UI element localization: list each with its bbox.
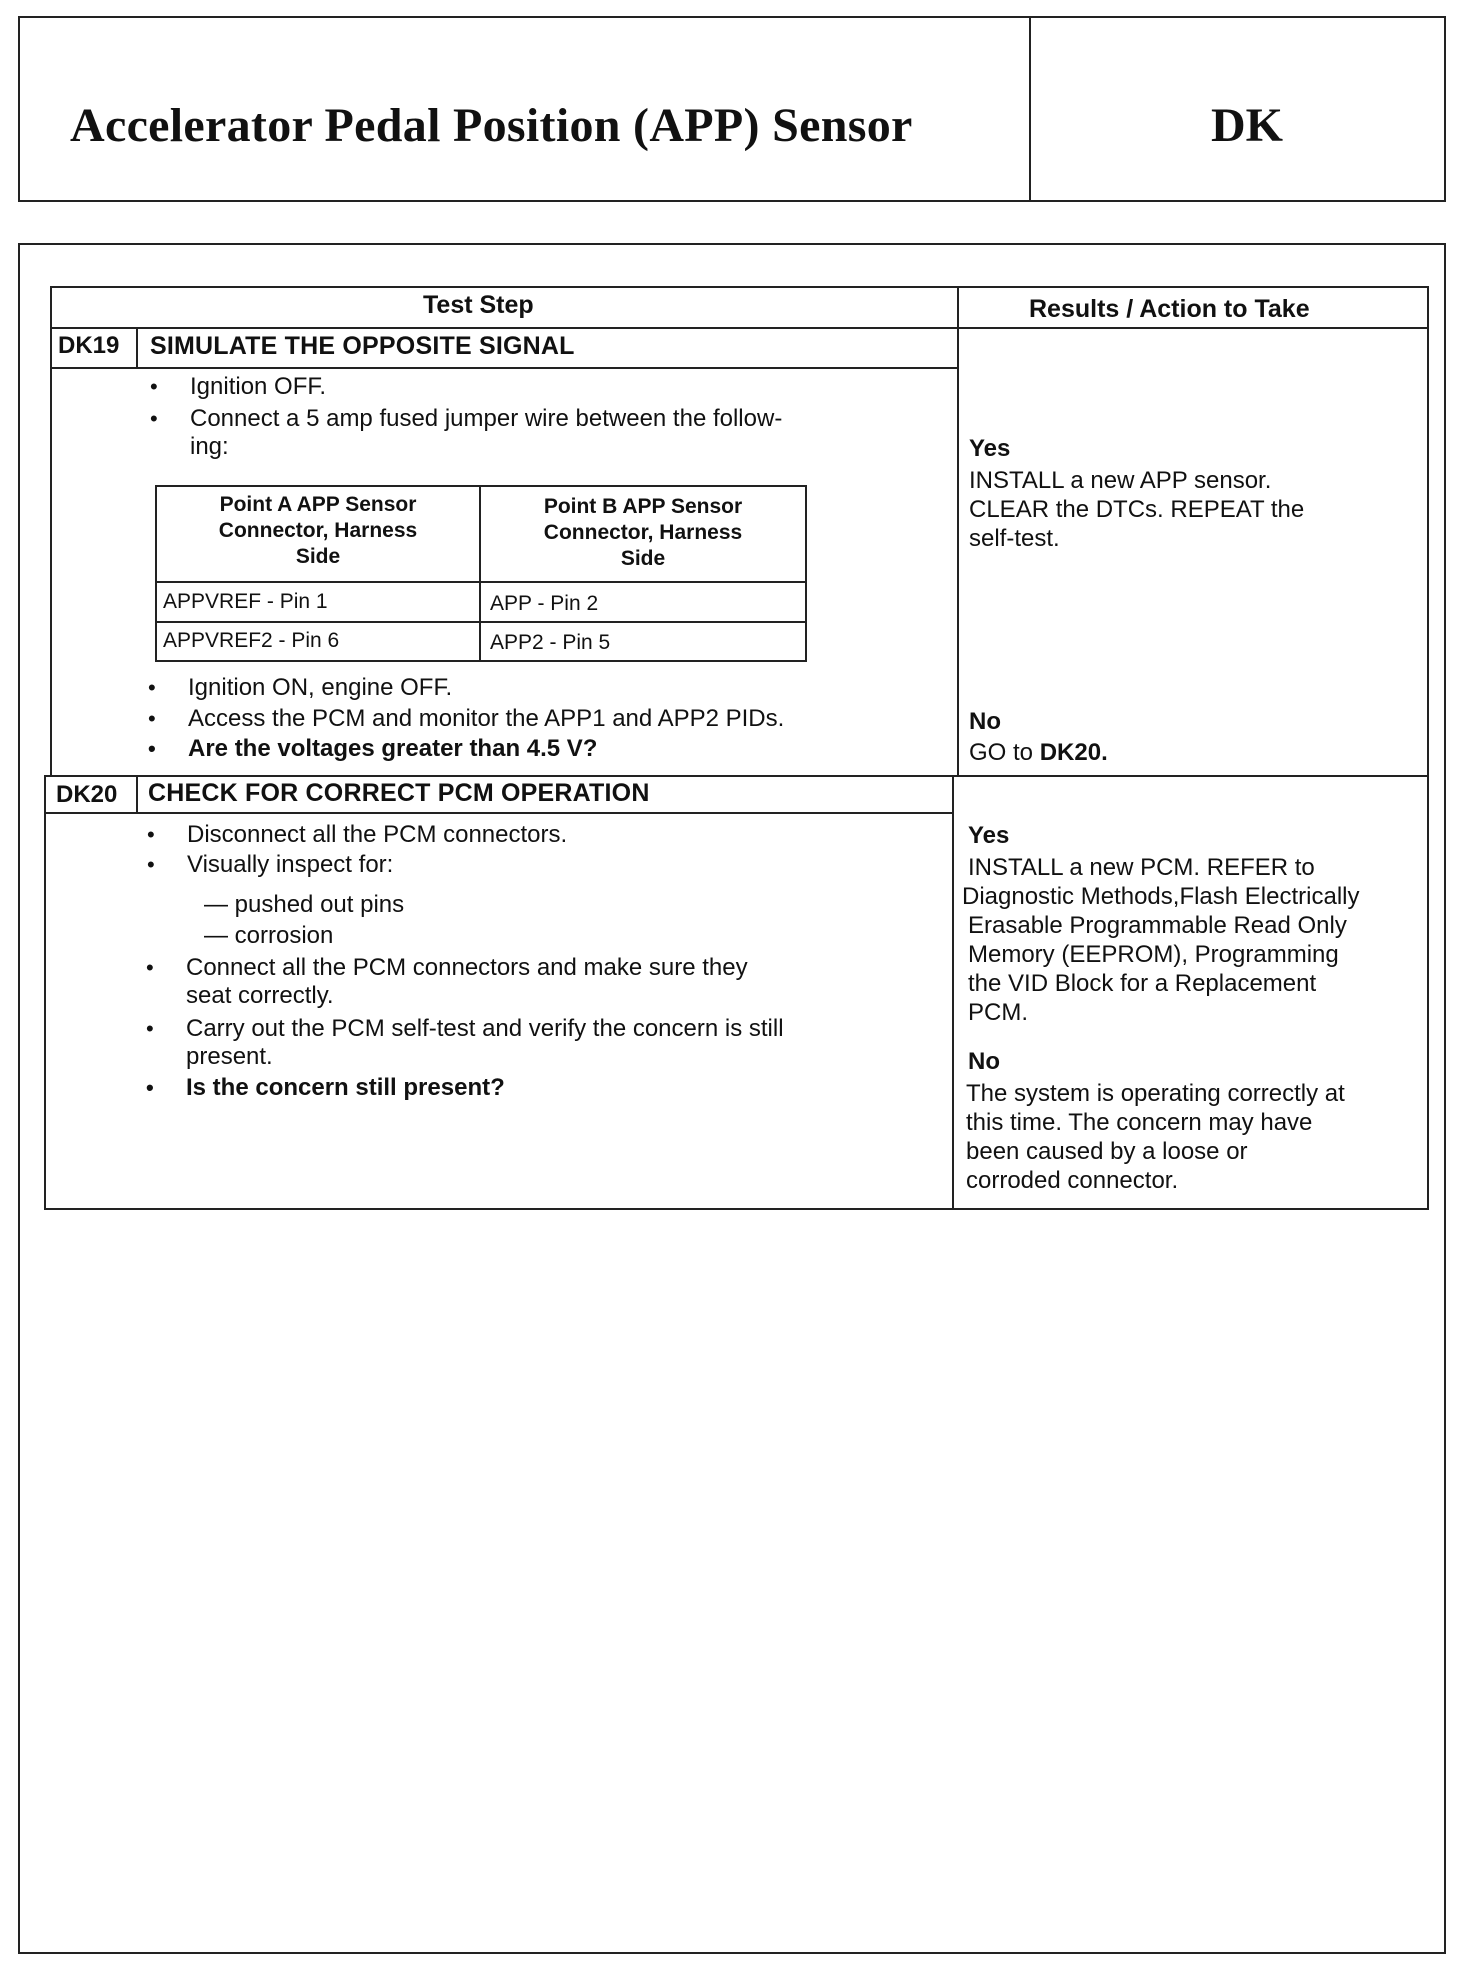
result-yes-label: Yes xyxy=(969,435,1011,462)
list-item: • Ignition OFF. xyxy=(150,373,327,400)
step-title-dk20: CHECK FOR CORRECT PCM OPERATION xyxy=(148,779,650,807)
section-code: DK xyxy=(1211,99,1283,152)
result-no-text: The system is operating correctly at this time. The concern may have been caused by a loose or corroded connector. xyxy=(966,1080,1345,1194)
list-item: • Carry out the PCM self-test and verify the concern is still xyxy=(146,1015,784,1042)
list-item-continuation: present. xyxy=(186,1043,273,1070)
sub-item: — pushed out pins xyxy=(204,891,405,918)
table-cell: APPVREF - Pin 1 xyxy=(163,590,328,613)
result-yes-text: INSTALL a new PCM. REFER to Diagnostic Methods,Flash Electrically Erasable Programmable Read Only Memory (EEPROM), Programming the VID Block for a Replacement PCM. xyxy=(962,854,1360,1026)
table-cell: APP2 - Pin 5 xyxy=(490,631,611,654)
table-cell: APP - Pin 2 xyxy=(490,592,599,615)
list-item: • Access the PCM and monitor the APP1 and APP2 PIDs. xyxy=(148,705,785,732)
list-item: • Connect all the PCM connectors and make sure they xyxy=(146,954,748,981)
result-no-label: No xyxy=(968,1048,1000,1075)
result-yes-text: INSTALL a new APP sensor. CLEAR the DTCs. REPEAT the self-test. xyxy=(969,467,1305,552)
result-yes-label: Yes xyxy=(968,822,1010,849)
point-a-header: Point A APP Sensor Connector, Harness Side xyxy=(218,493,418,568)
list-item: • Visually inspect for: xyxy=(147,851,394,878)
page-title: Accelerator Pedal Position (APP) Sensor xyxy=(70,99,913,152)
page-header xyxy=(18,16,1446,202)
list-item-question: • Are the voltages greater than 4.5 V? xyxy=(148,735,598,762)
list-item-continuation: ing: xyxy=(190,433,229,460)
col-header-results: Results / Action to Take xyxy=(1029,295,1310,323)
result-no-text: GO to DK20. xyxy=(969,739,1108,766)
list-item: • Connect a 5 amp fused jumper wire between the follow- xyxy=(150,405,783,432)
table-cell: APPVREF2 - Pin 6 xyxy=(163,629,340,652)
sub-item: — corrosion xyxy=(204,922,334,949)
list-item: • Disconnect all the PCM connectors. xyxy=(147,821,568,848)
col-header-test-step: Test Step xyxy=(423,291,534,319)
step-title-dk19: SIMULATE THE OPPOSITE SIGNAL xyxy=(150,332,575,360)
header-divider xyxy=(1029,18,1031,200)
list-item-continuation: seat correctly. xyxy=(186,982,334,1009)
list-item: • Ignition ON, engine OFF. xyxy=(148,674,453,701)
step-id-dk19: DK19 xyxy=(58,332,120,359)
step-reference-dk20: DK20. xyxy=(1039,739,1108,766)
point-b-header: Point B APP Sensor Connector, Harness Side xyxy=(543,495,743,570)
list-item-question: • Is the concern still present? xyxy=(146,1074,505,1101)
result-no-label: No xyxy=(969,708,1001,735)
step-id-dk20: DK20 xyxy=(56,781,118,808)
